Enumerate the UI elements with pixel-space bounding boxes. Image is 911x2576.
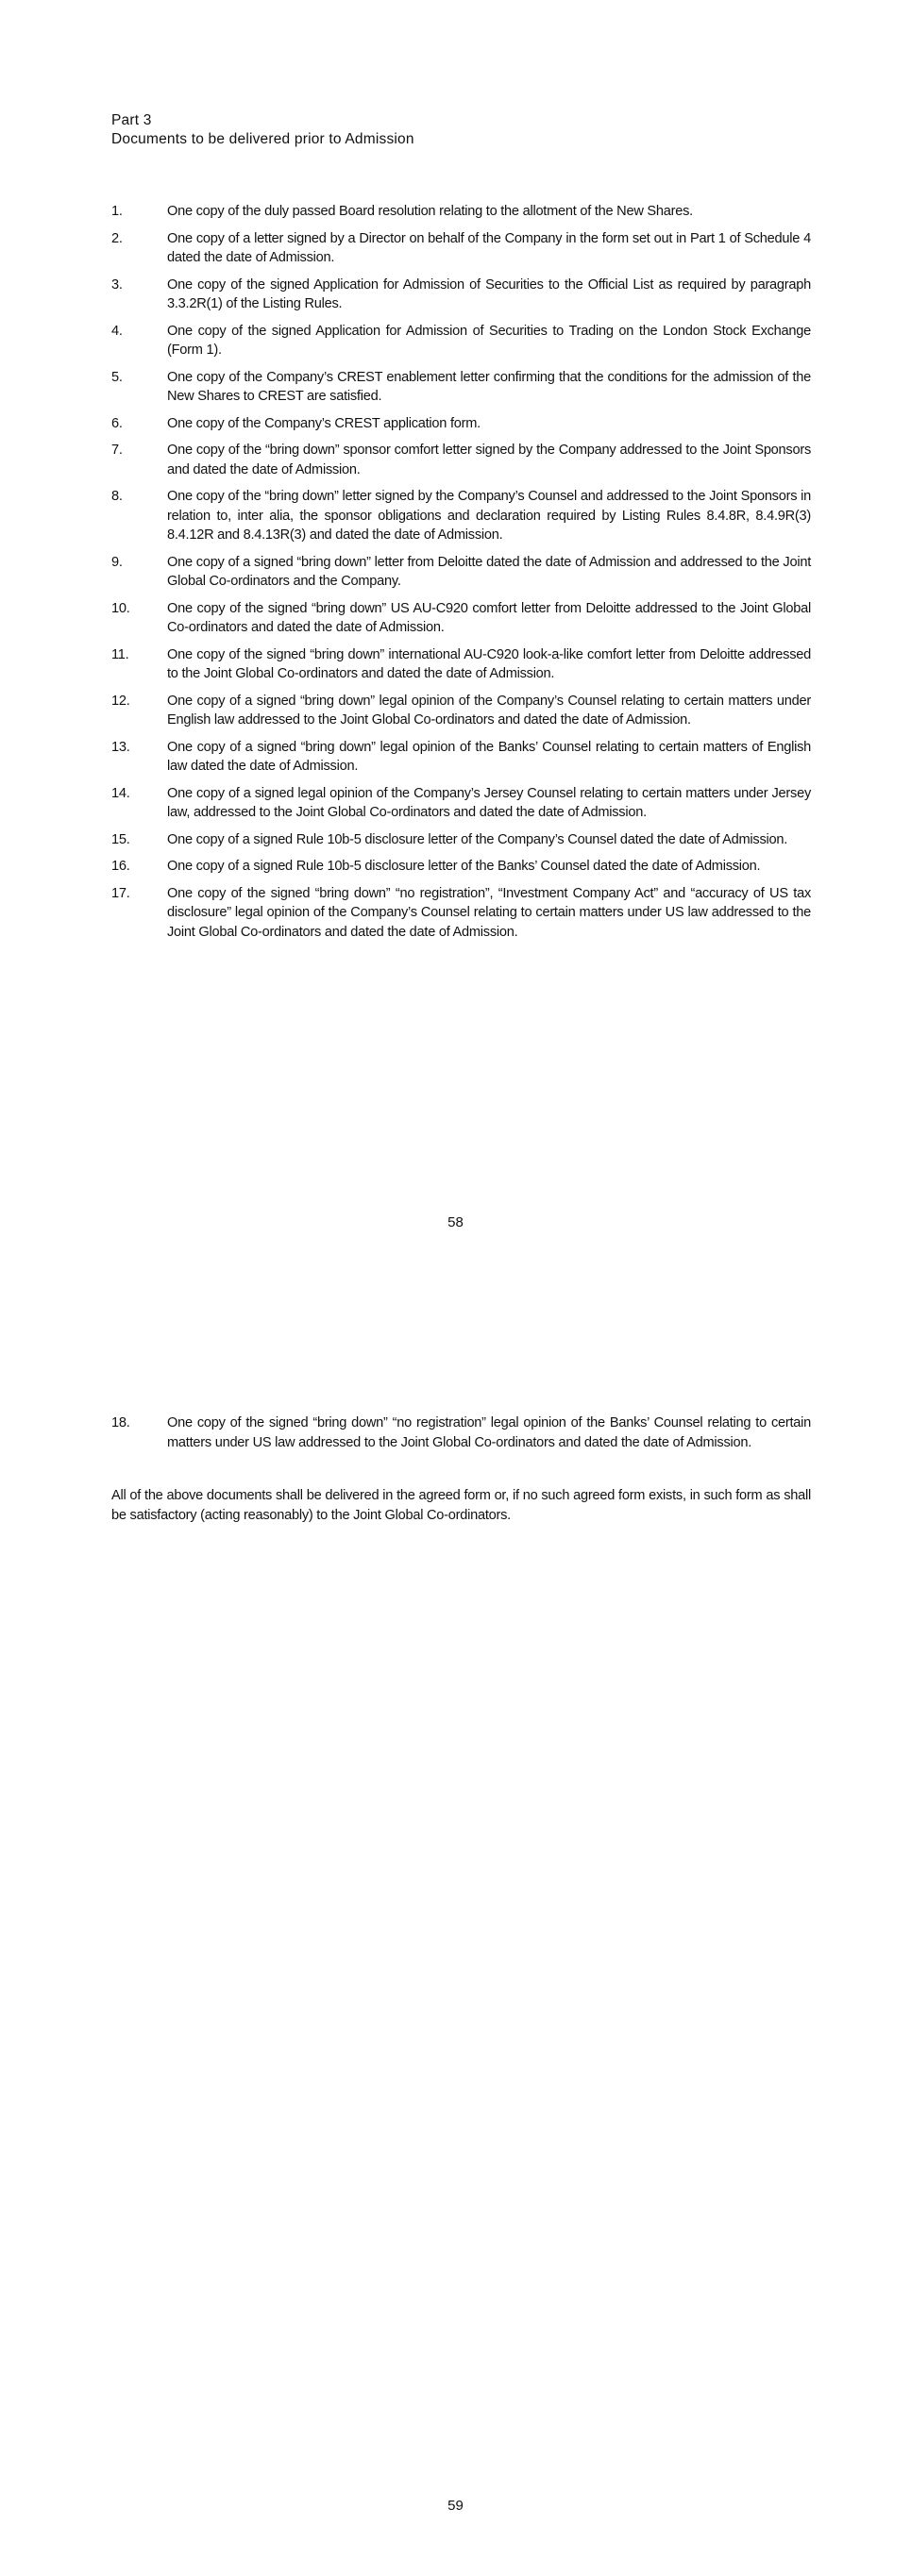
item-text: One copy of the signed “bring down” “no registration”, “Investment Company Act” and “accuracy of US tax disclosure” legal opinion of the Company’s Counsel relating to certain matters under US law addressed to the Joint Global Co-ordinators and dated the date of Admission.	[167, 885, 811, 940]
item-number: 2.	[111, 230, 123, 246]
item-number: 14.	[111, 785, 130, 801]
list-item-3	[111, 276, 811, 314]
item-text: One copy of a signed Rule 10b-5 disclosure letter of the Banks’ Counsel dated the date of Admission.	[167, 859, 761, 874]
item-number: 17.	[111, 885, 130, 901]
list-item-14	[111, 784, 811, 823]
item-text: One copy of the Company’s CREST enablement letter confirming that the conditions for the admission of the New Shares to CREST are satisfied.	[167, 369, 811, 404]
list-item-15	[111, 830, 811, 850]
item-text: One copy of the signed “bring down” international AU-C920 look-a-like comfort letter from Deloitte addressed to the Joint Global Co-ordinators and dated the date of Admission.	[167, 646, 811, 681]
item-text: One copy of a letter signed by a Director on behalf of the Company in the form set out in Part 1 of Schedule 4 dated the date of Admission.	[167, 230, 811, 265]
item-text: One copy of a signed “bring down” letter from Deloitte dated the date of Admission and addressed to the Joint Global Co-ordinators and the Company.	[167, 554, 811, 589]
item-text: One copy of the Company’s CREST application form.	[167, 415, 481, 431]
item-number: 12.	[111, 693, 130, 709]
list-item-11	[111, 645, 811, 684]
list-item-10	[111, 599, 811, 638]
documents-list	[111, 202, 811, 949]
item-text: One copy of a signed Rule 10b-5 disclosure letter of the Company’s Counsel dated the date of Admission.	[167, 831, 788, 847]
item-number: 6.	[111, 415, 123, 431]
item-number: 16.	[111, 859, 130, 874]
item-number: 18.	[111, 1415, 130, 1430]
list-item-4	[111, 322, 811, 360]
item-number: 10.	[111, 600, 130, 616]
item-text: One copy of the signed Application for Admission of Securities to Trading on the London Stock Exchange (Form 1).	[167, 323, 811, 358]
list-item-7	[111, 441, 811, 479]
closing-paragraph: All of the above documents shall be delivered in the agreed form or, if no such agreed form exists, in such form as shall be satisfactory (acting reasonably) to the Joint Global Co-ordinators.	[111, 1488, 811, 1523]
item-text: One copy of the signed Application for Admission of Securities to the Official List as required by paragraph 3.3.2R(1) of the Listing Rules.	[167, 276, 811, 311]
page-59	[0, 1302, 911, 2576]
list-item-8	[111, 487, 811, 545]
item-number: 8.	[111, 489, 123, 504]
item-text: One copy of a signed legal opinion of the Company’s Jersey Counsel relating to certain matters under Jersey law, addressed to the Joint Global Co-ordinators and dated the date of Admission.	[167, 785, 811, 820]
item-number: 5.	[111, 369, 123, 385]
section-title: Documents to be delivered prior to Admission	[111, 131, 414, 147]
item-number: 4.	[111, 323, 123, 339]
item-text: One copy of the “bring down” sponsor comfort letter signed by the Company addressed to the Joint Sponsors and dated the date of Admission.	[167, 443, 811, 477]
item-number: 11.	[111, 646, 129, 662]
item-number: 7.	[111, 443, 123, 458]
part-label: Part 3	[111, 112, 152, 128]
item-text: One copy of the signed “bring down” “no registration” legal opinion of the Banks’ Counsel relating to certain matters under US law addressed to the Joint Global Co-ordinators and dated the date of Admission.	[167, 1415, 811, 1450]
item-text: One copy of a signed “bring down” legal opinion of the Banks’ Counsel relating to certain matters of English law dated the date of Admission.	[167, 739, 811, 774]
list-item-6	[111, 414, 811, 434]
item-text: One copy of the “bring down” letter signed by the Company’s Counsel and addressed to the Joint Sponsors in relation to, inter alia, the sponsor obligations and declaration required by Listing Rules 8.4.8R, 8.4.9R(3) 8.4.12R and 8.4.13R(3) and dated the date of Admission.	[167, 489, 811, 543]
list-item-9	[111, 553, 811, 592]
item-number: 13.	[111, 739, 130, 755]
item-text: One copy of the signed “bring down” US AU-C920 comfort letter from Deloitte addressed to the Joint Global Co-ordinators and dated the date of Admission.	[167, 600, 811, 635]
list-item-1	[111, 202, 811, 222]
section-heading	[111, 111, 414, 149]
list-item-13	[111, 738, 811, 777]
list-item-18	[111, 1413, 811, 1452]
item-number: 1.	[111, 204, 123, 219]
list-item-17	[111, 884, 811, 943]
documents-list-continued	[111, 1413, 811, 1460]
list-item-12	[111, 692, 811, 730]
page-number: 59	[447, 2498, 464, 2514]
item-text: One copy of the duly passed Board resolution relating to the allotment of the New Shares.	[167, 204, 693, 219]
list-item-16	[111, 857, 811, 877]
page-number: 58	[447, 1214, 464, 1230]
list-item-2	[111, 229, 811, 268]
list-item-5	[111, 368, 811, 407]
item-number: 9.	[111, 554, 123, 570]
item-number: 15.	[111, 831, 130, 847]
item-text: One copy of a signed “bring down” legal opinion of the Company’s Counsel relating to certain matters under English law addressed to the Joint Global Co-ordinators and dated the date of Admission.	[167, 693, 811, 728]
item-number: 3.	[111, 276, 123, 293]
